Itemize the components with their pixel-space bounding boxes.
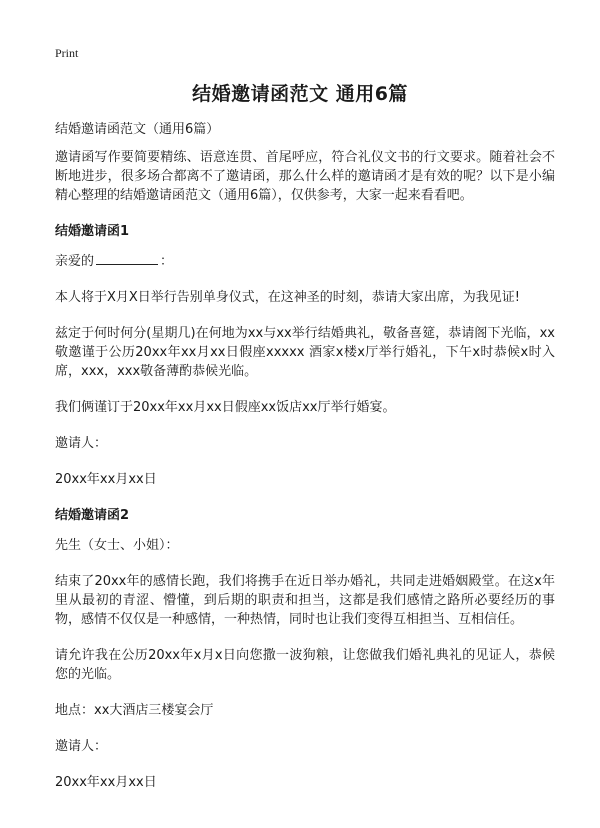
letter-2-greeting: 先生（女士、小姐）： (55, 538, 179, 553)
letter-2-heading: 结婚邀请函2 (55, 508, 130, 523)
greeting-prefix: 亲爱的 (55, 254, 95, 269)
name-blank-line (96, 252, 158, 265)
letter-2-date: 20xx年xx月xx日 (55, 775, 157, 790)
letter-1-paragraph: 本人将于X月X日举行告别单身仪式，在这神圣的时刻，恭请大家出席，为我见证! (55, 290, 521, 305)
letter-1-paragraph: 兹定于何时何分(星期几)在何地为xx与xx举行结婚典礼，敬备喜筵，恭请阁下光临，xx敬邀谨于公历20xx年xx月xx日假座xxxxx 酒家x楼x厅举行婚礼，下午x时恭候x时入席，xxx，xxx敬备薄酌恭候光临。 (55, 326, 555, 379)
letter-1-date: 20xx年xx月xx日 (55, 472, 157, 487)
print-link[interactable]: Print (55, 46, 79, 60)
intro-paragraph: 邀请函写作要简要精练、语意连贯、首尾呼应，符合礼仪文书的行文要求。随着社会不断地进步，很多场合都离不了邀请函，那么什么样的邀请函才是有效的呢？以下是小编精心整理的结婚邀请函范文（通用6篇），仅供参考，大家一起来看看吧。 (55, 150, 555, 203)
letter-1-paragraph: 我们俩谨订于20xx年xx月xx日假座xx饭店xx厅举行婚宴。 (55, 400, 396, 415)
document-title: 结婚邀请函范文 通用6篇 (192, 83, 408, 105)
letter-1-heading: 结婚邀请函1 (55, 224, 130, 239)
letter-1-inviter: 邀请人： (55, 436, 108, 451)
letter-1-greeting (55, 252, 555, 271)
letter-2-paragraph: 结束了20xx年的感情长跑，我们将携手在近日举办婚礼，共同走进婚姻殿堂。在这x年里从最初的青涩、懵懂，到后期的职责和担当，这都是我们感情之路所必要经历的事物，感情不仅仅是一种感情，一种热情，同时也让我们变得互相担当、互相信任。 (55, 574, 555, 627)
letter-2-paragraph: 请允许我在公历20xx年x月x日向您撒一波狗粮，让您做我们婚礼典礼的见证人，恭候您的光临。 (55, 648, 555, 682)
document-subtitle: 结婚邀请函范文（通用6篇） (55, 122, 220, 137)
letter-2-inviter: 邀请人： (55, 739, 108, 754)
document-body (55, 120, 555, 809)
greeting-suffix: ： (160, 254, 174, 269)
letter-2-location: 地点：xx大酒店三楼宴会厅 (55, 703, 214, 718)
